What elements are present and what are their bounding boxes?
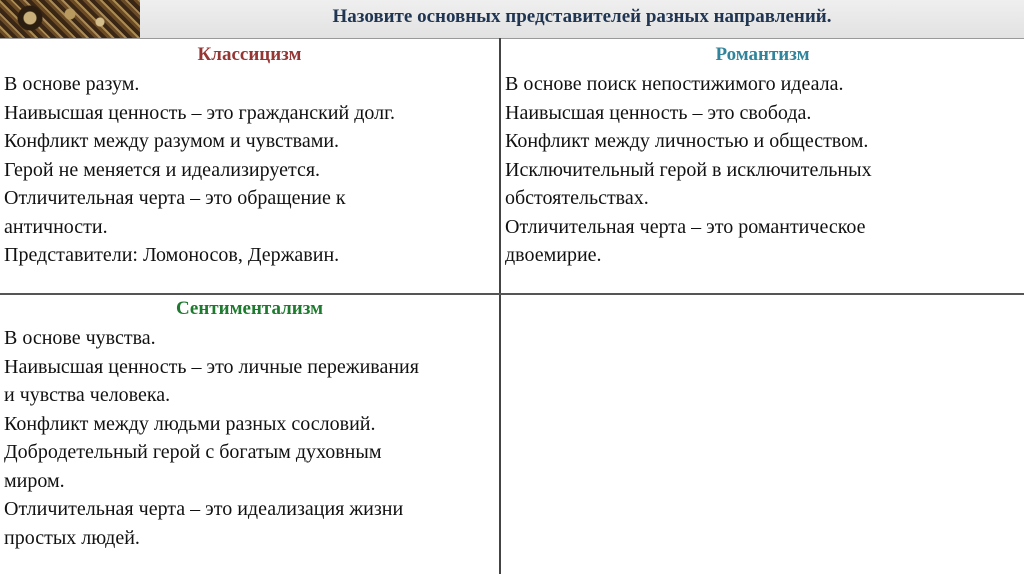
list-item: Добродетельный герой с богатым духовным xyxy=(4,441,382,463)
header-bar xyxy=(0,0,1024,39)
list-item: Конфликт между личностью и обществом. xyxy=(505,130,869,152)
page-title: Назовите основных представителей разных направлений. xyxy=(332,6,832,27)
cell-classicism xyxy=(0,40,499,270)
comparison-table xyxy=(0,38,1024,574)
list-item: и чувства человека. xyxy=(4,384,171,406)
heading-romanticism: Романтизм xyxy=(715,44,810,65)
list-item: Исключительный герой в исключительных xyxy=(505,158,872,181)
cell-empty xyxy=(501,294,1024,574)
list-item: Наивысшая ценность – это свобода. xyxy=(505,101,812,124)
list-item: двоемирие. xyxy=(505,244,602,266)
list-item: Конфликт между разумом и чувствами. xyxy=(4,130,340,152)
list-item: античности. xyxy=(4,215,108,238)
list-item: Наивысшая ценность – это гражданский долг. xyxy=(4,101,396,124)
list-romanticism xyxy=(505,70,1020,270)
list-item: миром. xyxy=(4,469,65,492)
list-sentimentalism xyxy=(4,324,495,552)
list-item: обстоятельствах. xyxy=(505,187,649,209)
list-item: Отличительная черта – это идеализация жизни xyxy=(4,498,404,520)
cell-romanticism xyxy=(501,40,1024,270)
list-item: Отличительная черта – это романтическое xyxy=(505,215,866,238)
list-item: В основе поиск непостижимого идеала. xyxy=(505,73,844,95)
list-item: В основе разум. xyxy=(4,73,140,95)
heading-sentimentalism: Сентиментализм xyxy=(175,298,324,319)
cell-sentimentalism xyxy=(0,294,499,552)
heading-classicism: Классицизм xyxy=(197,44,302,65)
list-item: простых людей. xyxy=(4,526,140,549)
list-item: Отличительная черта – это обращение к xyxy=(4,187,346,209)
list-item: Герой не меняется и идеализируется. xyxy=(4,158,321,181)
decorative-ornament-image xyxy=(0,0,140,38)
list-item: Конфликт между людьми разных сословий. xyxy=(4,412,376,435)
list-item: Наивысшая ценность – это личные переживания xyxy=(4,355,419,378)
list-item: Представители: Ломоносов, Державин. xyxy=(4,244,340,266)
list-classicism xyxy=(4,70,495,270)
list-item: В основе чувства. xyxy=(4,327,156,349)
